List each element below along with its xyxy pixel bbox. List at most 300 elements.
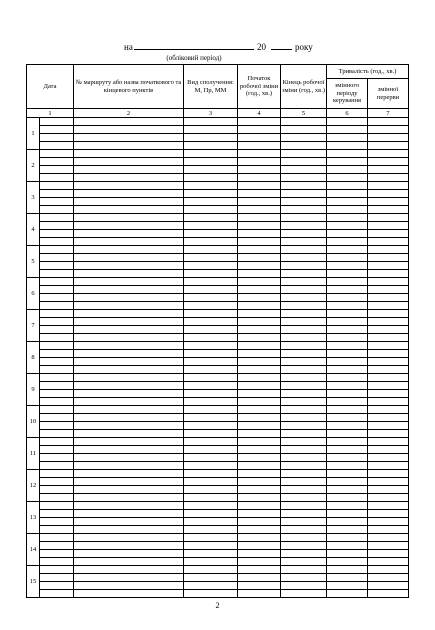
entry-cell[interactable] xyxy=(327,142,368,150)
entry-cell[interactable] xyxy=(238,182,281,190)
entry-cell[interactable] xyxy=(238,134,281,142)
entry-cell[interactable] xyxy=(281,422,327,430)
entry-cell[interactable] xyxy=(238,270,281,278)
entry-cell[interactable] xyxy=(327,294,368,302)
entry-cell[interactable] xyxy=(184,550,238,558)
entry-cell[interactable] xyxy=(368,462,409,470)
entry-cell[interactable] xyxy=(74,454,184,462)
entry-cell[interactable] xyxy=(368,558,409,566)
entry-cell[interactable] xyxy=(74,278,184,286)
entry-cell[interactable] xyxy=(40,422,74,430)
entry-cell[interactable] xyxy=(40,398,74,406)
entry-cell[interactable] xyxy=(74,478,184,486)
entry-cell[interactable] xyxy=(368,150,409,158)
entry-cell[interactable] xyxy=(74,174,184,182)
entry-cell[interactable] xyxy=(368,446,409,454)
entry-cell[interactable] xyxy=(368,318,409,326)
entry-cell[interactable] xyxy=(281,214,327,222)
entry-cell[interactable] xyxy=(40,374,74,382)
entry-cell[interactable] xyxy=(327,190,368,198)
entry-cell[interactable] xyxy=(281,430,327,438)
entry-cell[interactable] xyxy=(368,406,409,414)
entry-cell[interactable] xyxy=(281,286,327,294)
entry-cell[interactable] xyxy=(281,382,327,390)
entry-cell[interactable] xyxy=(238,262,281,270)
entry-cell[interactable] xyxy=(281,550,327,558)
entry-cell[interactable] xyxy=(327,382,368,390)
entry-cell[interactable] xyxy=(368,374,409,382)
entry-cell[interactable] xyxy=(184,534,238,542)
entry-cell[interactable] xyxy=(184,182,238,190)
entry-cell[interactable] xyxy=(238,318,281,326)
entry-cell[interactable] xyxy=(368,414,409,422)
entry-cell[interactable] xyxy=(238,174,281,182)
entry-cell[interactable] xyxy=(281,566,327,574)
entry-cell[interactable] xyxy=(327,390,368,398)
entry-cell[interactable] xyxy=(238,222,281,230)
entry-cell[interactable] xyxy=(368,566,409,574)
entry-cell[interactable] xyxy=(184,214,238,222)
entry-cell[interactable] xyxy=(281,526,327,534)
entry-cell[interactable] xyxy=(184,198,238,206)
entry-cell[interactable] xyxy=(281,558,327,566)
entry-cell[interactable] xyxy=(74,246,184,254)
entry-cell[interactable] xyxy=(40,158,74,166)
entry-cell[interactable] xyxy=(238,190,281,198)
entry-cell[interactable] xyxy=(74,326,184,334)
entry-cell[interactable] xyxy=(238,310,281,318)
entry-cell[interactable] xyxy=(74,150,184,158)
entry-cell[interactable] xyxy=(368,254,409,262)
entry-cell[interactable] xyxy=(40,190,74,198)
entry-cell[interactable] xyxy=(40,470,74,478)
entry-cell[interactable] xyxy=(74,158,184,166)
entry-cell[interactable] xyxy=(184,278,238,286)
entry-cell[interactable] xyxy=(74,142,184,150)
entry-cell[interactable] xyxy=(184,470,238,478)
entry-cell[interactable] xyxy=(281,350,327,358)
entry-cell[interactable] xyxy=(184,150,238,158)
entry-cell[interactable] xyxy=(368,126,409,134)
entry-cell[interactable] xyxy=(238,206,281,214)
entry-cell[interactable] xyxy=(281,134,327,142)
entry-cell[interactable] xyxy=(281,238,327,246)
entry-cell[interactable] xyxy=(368,590,409,598)
entry-cell[interactable] xyxy=(184,462,238,470)
entry-cell[interactable] xyxy=(327,182,368,190)
entry-cell[interactable] xyxy=(40,382,74,390)
entry-cell[interactable] xyxy=(74,286,184,294)
entry-cell[interactable] xyxy=(74,574,184,582)
entry-cell[interactable] xyxy=(281,326,327,334)
entry-cell[interactable] xyxy=(281,318,327,326)
entry-cell[interactable] xyxy=(238,366,281,374)
entry-cell[interactable] xyxy=(238,286,281,294)
entry-cell[interactable] xyxy=(74,438,184,446)
entry-cell[interactable] xyxy=(238,414,281,422)
entry-cell[interactable] xyxy=(281,294,327,302)
entry-cell[interactable] xyxy=(238,214,281,222)
entry-cell[interactable] xyxy=(238,358,281,366)
entry-cell[interactable] xyxy=(368,246,409,254)
entry-cell[interactable] xyxy=(184,350,238,358)
entry-cell[interactable] xyxy=(368,270,409,278)
entry-cell[interactable] xyxy=(238,398,281,406)
entry-cell[interactable] xyxy=(184,334,238,342)
entry-cell[interactable] xyxy=(368,222,409,230)
entry-cell[interactable] xyxy=(368,510,409,518)
entry-cell[interactable] xyxy=(74,342,184,350)
entry-cell[interactable] xyxy=(74,214,184,222)
entry-cell[interactable] xyxy=(281,510,327,518)
entry-cell[interactable] xyxy=(327,198,368,206)
entry-cell[interactable] xyxy=(281,150,327,158)
entry-cell[interactable] xyxy=(327,534,368,542)
entry-cell[interactable] xyxy=(327,278,368,286)
entry-cell[interactable] xyxy=(327,246,368,254)
entry-cell[interactable] xyxy=(281,518,327,526)
entry-cell[interactable] xyxy=(238,294,281,302)
entry-cell[interactable] xyxy=(368,534,409,542)
entry-cell[interactable] xyxy=(281,182,327,190)
entry-cell[interactable] xyxy=(281,502,327,510)
entry-cell[interactable] xyxy=(368,542,409,550)
entry-cell[interactable] xyxy=(327,206,368,214)
entry-cell[interactable] xyxy=(238,126,281,134)
entry-cell[interactable] xyxy=(368,302,409,310)
entry-cell[interactable] xyxy=(281,310,327,318)
entry-cell[interactable] xyxy=(184,246,238,254)
entry-cell[interactable] xyxy=(281,390,327,398)
entry-cell[interactable] xyxy=(184,342,238,350)
entry-cell[interactable] xyxy=(74,118,184,126)
entry-cell[interactable] xyxy=(327,414,368,422)
entry-cell[interactable] xyxy=(40,302,74,310)
entry-cell[interactable] xyxy=(281,158,327,166)
entry-cell[interactable] xyxy=(281,574,327,582)
entry-cell[interactable] xyxy=(184,502,238,510)
entry-cell[interactable] xyxy=(40,126,74,134)
entry-cell[interactable] xyxy=(238,390,281,398)
entry-cell[interactable] xyxy=(368,182,409,190)
entry-cell[interactable] xyxy=(74,190,184,198)
entry-cell[interactable] xyxy=(184,422,238,430)
entry-cell[interactable] xyxy=(368,518,409,526)
entry-cell[interactable] xyxy=(327,166,368,174)
entry-cell[interactable] xyxy=(281,374,327,382)
entry-cell[interactable] xyxy=(40,350,74,358)
entry-cell[interactable] xyxy=(368,422,409,430)
entry-cell[interactable] xyxy=(40,414,74,422)
entry-cell[interactable] xyxy=(327,574,368,582)
entry-cell[interactable] xyxy=(74,406,184,414)
entry-cell[interactable] xyxy=(281,254,327,262)
entry-cell[interactable] xyxy=(74,166,184,174)
entry-cell[interactable] xyxy=(40,526,74,534)
entry-cell[interactable] xyxy=(40,582,74,590)
entry-cell[interactable] xyxy=(238,334,281,342)
entry-cell[interactable] xyxy=(327,150,368,158)
entry-cell[interactable] xyxy=(238,494,281,502)
entry-cell[interactable] xyxy=(327,310,368,318)
entry-cell[interactable] xyxy=(184,166,238,174)
entry-cell[interactable] xyxy=(40,326,74,334)
entry-cell[interactable] xyxy=(40,342,74,350)
entry-cell[interactable] xyxy=(40,286,74,294)
entry-cell[interactable] xyxy=(74,486,184,494)
entry-cell[interactable] xyxy=(238,342,281,350)
entry-cell[interactable] xyxy=(74,582,184,590)
entry-cell[interactable] xyxy=(327,550,368,558)
entry-cell[interactable] xyxy=(327,350,368,358)
entry-cell[interactable] xyxy=(184,222,238,230)
entry-cell[interactable] xyxy=(327,478,368,486)
entry-cell[interactable] xyxy=(74,534,184,542)
entry-cell[interactable] xyxy=(40,230,74,238)
entry-cell[interactable] xyxy=(327,334,368,342)
entry-cell[interactable] xyxy=(327,366,368,374)
entry-cell[interactable] xyxy=(238,422,281,430)
entry-cell[interactable] xyxy=(238,534,281,542)
entry-cell[interactable] xyxy=(368,582,409,590)
entry-cell[interactable] xyxy=(238,278,281,286)
entry-cell[interactable] xyxy=(281,230,327,238)
entry-cell[interactable] xyxy=(184,190,238,198)
entry-cell[interactable] xyxy=(368,438,409,446)
entry-cell[interactable] xyxy=(327,398,368,406)
entry-cell[interactable] xyxy=(184,590,238,598)
entry-cell[interactable] xyxy=(281,198,327,206)
entry-cell[interactable] xyxy=(40,494,74,502)
entry-cell[interactable] xyxy=(184,398,238,406)
entry-cell[interactable] xyxy=(40,478,74,486)
entry-cell[interactable] xyxy=(281,190,327,198)
entry-cell[interactable] xyxy=(74,126,184,134)
entry-cell[interactable] xyxy=(238,558,281,566)
entry-cell[interactable] xyxy=(40,566,74,574)
entry-cell[interactable] xyxy=(40,278,74,286)
entry-cell[interactable] xyxy=(184,310,238,318)
entry-cell[interactable] xyxy=(238,526,281,534)
entry-cell[interactable] xyxy=(238,246,281,254)
entry-cell[interactable] xyxy=(184,406,238,414)
entry-cell[interactable] xyxy=(74,206,184,214)
entry-cell[interactable] xyxy=(327,374,368,382)
entry-cell[interactable] xyxy=(184,158,238,166)
entry-cell[interactable] xyxy=(238,438,281,446)
entry-cell[interactable] xyxy=(368,366,409,374)
entry-cell[interactable] xyxy=(184,318,238,326)
entry-cell[interactable] xyxy=(281,302,327,310)
entry-cell[interactable] xyxy=(368,230,409,238)
entry-cell[interactable] xyxy=(327,222,368,230)
entry-cell[interactable] xyxy=(238,382,281,390)
entry-cell[interactable] xyxy=(184,126,238,134)
entry-cell[interactable] xyxy=(184,454,238,462)
entry-cell[interactable] xyxy=(40,198,74,206)
entry-cell[interactable] xyxy=(327,502,368,510)
entry-cell[interactable] xyxy=(184,438,238,446)
entry-cell[interactable] xyxy=(238,430,281,438)
entry-cell[interactable] xyxy=(40,366,74,374)
entry-cell[interactable] xyxy=(281,262,327,270)
entry-cell[interactable] xyxy=(368,310,409,318)
entry-cell[interactable] xyxy=(281,542,327,550)
entry-cell[interactable] xyxy=(368,206,409,214)
entry-cell[interactable] xyxy=(327,470,368,478)
entry-cell[interactable] xyxy=(281,206,327,214)
entry-cell[interactable] xyxy=(40,222,74,230)
entry-cell[interactable] xyxy=(40,150,74,158)
entry-cell[interactable] xyxy=(184,142,238,150)
entry-cell[interactable] xyxy=(368,326,409,334)
entry-cell[interactable] xyxy=(238,118,281,126)
entry-cell[interactable] xyxy=(184,206,238,214)
entry-cell[interactable] xyxy=(368,118,409,126)
entry-cell[interactable] xyxy=(184,326,238,334)
entry-cell[interactable] xyxy=(184,286,238,294)
entry-cell[interactable] xyxy=(368,238,409,246)
entry-cell[interactable] xyxy=(184,254,238,262)
entry-cell[interactable] xyxy=(74,238,184,246)
entry-cell[interactable] xyxy=(327,238,368,246)
entry-cell[interactable] xyxy=(74,374,184,382)
entry-cell[interactable] xyxy=(40,134,74,142)
entry-cell[interactable] xyxy=(40,510,74,518)
entry-cell[interactable] xyxy=(40,318,74,326)
entry-cell[interactable] xyxy=(74,566,184,574)
entry-cell[interactable] xyxy=(184,494,238,502)
entry-cell[interactable] xyxy=(40,574,74,582)
entry-cell[interactable] xyxy=(327,158,368,166)
entry-cell[interactable] xyxy=(281,414,327,422)
entry-cell[interactable] xyxy=(184,134,238,142)
entry-cell[interactable] xyxy=(184,230,238,238)
entry-cell[interactable] xyxy=(327,302,368,310)
entry-cell[interactable] xyxy=(184,238,238,246)
entry-cell[interactable] xyxy=(327,438,368,446)
entry-cell[interactable] xyxy=(368,526,409,534)
entry-cell[interactable] xyxy=(40,446,74,454)
entry-cell[interactable] xyxy=(281,342,327,350)
entry-cell[interactable] xyxy=(281,590,327,598)
entry-cell[interactable] xyxy=(368,486,409,494)
entry-cell[interactable] xyxy=(327,462,368,470)
entry-cell[interactable] xyxy=(184,558,238,566)
entry-cell[interactable] xyxy=(40,358,74,366)
entry-cell[interactable] xyxy=(327,358,368,366)
entry-cell[interactable] xyxy=(184,582,238,590)
entry-cell[interactable] xyxy=(368,166,409,174)
entry-cell[interactable] xyxy=(40,542,74,550)
entry-cell[interactable] xyxy=(74,446,184,454)
entry-cell[interactable] xyxy=(238,230,281,238)
entry-cell[interactable] xyxy=(327,326,368,334)
entry-cell[interactable] xyxy=(184,518,238,526)
entry-cell[interactable] xyxy=(281,126,327,134)
entry-cell[interactable] xyxy=(40,462,74,470)
entry-cell[interactable] xyxy=(327,254,368,262)
entry-cell[interactable] xyxy=(281,174,327,182)
entry-cell[interactable] xyxy=(281,534,327,542)
entry-cell[interactable] xyxy=(281,582,327,590)
entry-cell[interactable] xyxy=(368,382,409,390)
entry-cell[interactable] xyxy=(281,486,327,494)
entry-cell[interactable] xyxy=(238,574,281,582)
entry-cell[interactable] xyxy=(368,278,409,286)
entry-cell[interactable] xyxy=(184,118,238,126)
entry-cell[interactable] xyxy=(327,494,368,502)
entry-cell[interactable] xyxy=(327,342,368,350)
entry-cell[interactable] xyxy=(40,142,74,150)
entry-cell[interactable] xyxy=(281,454,327,462)
entry-cell[interactable] xyxy=(238,478,281,486)
entry-cell[interactable] xyxy=(368,390,409,398)
entry-cell[interactable] xyxy=(238,238,281,246)
entry-cell[interactable] xyxy=(281,222,327,230)
entry-cell[interactable] xyxy=(238,582,281,590)
entry-cell[interactable] xyxy=(40,254,74,262)
entry-cell[interactable] xyxy=(281,398,327,406)
entry-cell[interactable] xyxy=(238,454,281,462)
entry-cell[interactable] xyxy=(238,142,281,150)
entry-cell[interactable] xyxy=(40,262,74,270)
entry-cell[interactable] xyxy=(327,230,368,238)
entry-cell[interactable] xyxy=(184,486,238,494)
entry-cell[interactable] xyxy=(184,382,238,390)
entry-cell[interactable] xyxy=(74,222,184,230)
entry-cell[interactable] xyxy=(40,502,74,510)
entry-cell[interactable] xyxy=(238,502,281,510)
entry-cell[interactable] xyxy=(74,334,184,342)
entry-cell[interactable] xyxy=(281,270,327,278)
entry-cell[interactable] xyxy=(184,430,238,438)
entry-cell[interactable] xyxy=(238,518,281,526)
entry-cell[interactable] xyxy=(40,334,74,342)
entry-cell[interactable] xyxy=(281,118,327,126)
entry-cell[interactable] xyxy=(74,398,184,406)
entry-cell[interactable] xyxy=(368,262,409,270)
entry-cell[interactable] xyxy=(74,230,184,238)
entry-cell[interactable] xyxy=(327,406,368,414)
entry-cell[interactable] xyxy=(238,166,281,174)
entry-cell[interactable] xyxy=(368,358,409,366)
entry-cell[interactable] xyxy=(327,174,368,182)
entry-cell[interactable] xyxy=(238,486,281,494)
entry-cell[interactable] xyxy=(368,174,409,182)
entry-cell[interactable] xyxy=(281,438,327,446)
entry-cell[interactable] xyxy=(184,374,238,382)
entry-cell[interactable] xyxy=(184,510,238,518)
entry-cell[interactable] xyxy=(238,550,281,558)
entry-cell[interactable] xyxy=(327,118,368,126)
entry-cell[interactable] xyxy=(238,542,281,550)
entry-cell[interactable] xyxy=(238,462,281,470)
entry-cell[interactable] xyxy=(281,278,327,286)
entry-cell[interactable] xyxy=(238,254,281,262)
entry-cell[interactable] xyxy=(40,166,74,174)
entry-cell[interactable] xyxy=(74,310,184,318)
entry-cell[interactable] xyxy=(74,318,184,326)
entry-cell[interactable] xyxy=(184,574,238,582)
entry-cell[interactable] xyxy=(74,462,184,470)
entry-cell[interactable] xyxy=(368,470,409,478)
entry-cell[interactable] xyxy=(281,470,327,478)
entry-cell[interactable] xyxy=(40,534,74,542)
entry-cell[interactable] xyxy=(184,262,238,270)
entry-cell[interactable] xyxy=(368,574,409,582)
entry-cell[interactable] xyxy=(74,550,184,558)
